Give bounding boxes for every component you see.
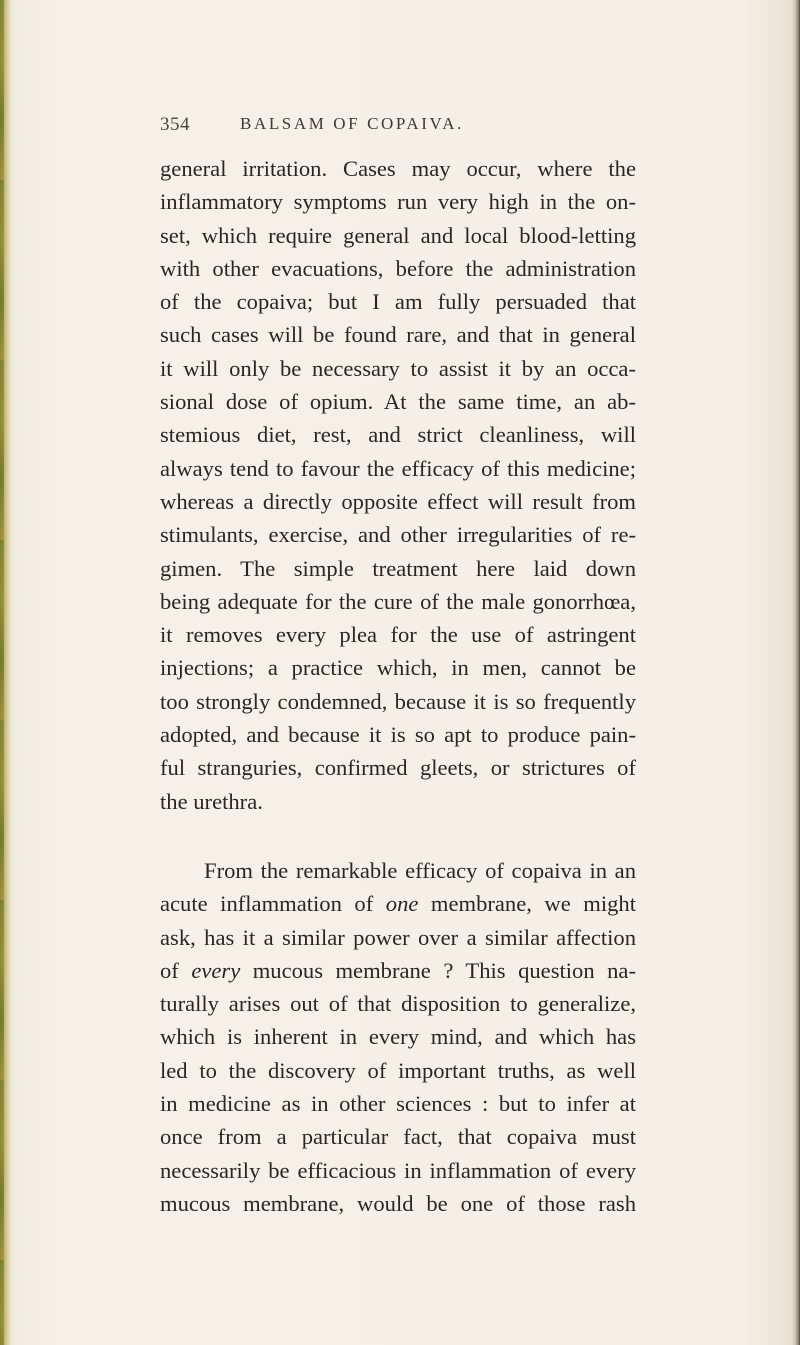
text-line: it removes every plea for the use of astringent: [160, 622, 636, 648]
text-line: too strongly condemned, because it is so frequently: [160, 688, 636, 714]
binding-stripe: [0, 0, 4, 1345]
text-line: injections; a practice which, in men, cannot be: [160, 655, 636, 681]
text-line: such cases will be found rare, and that in general: [160, 322, 636, 348]
text-line: set, which require general and local blood-letting: [160, 222, 636, 248]
text-run: of: [160, 957, 192, 983]
text-line: sional dose of opium. At the same time, an ab-: [160, 389, 636, 415]
text-line: which is inherent in every mind, and which has: [160, 1024, 636, 1050]
paragraph-gap: [160, 818, 636, 854]
text-line: always tend to favour the efficacy of this medicine;: [160, 455, 636, 481]
emphasis-word: every: [191, 957, 241, 983]
page-number: 354: [160, 114, 190, 135]
text-run: mucous membrane ? This question na-: [240, 957, 636, 983]
text-line: stimulants, exercise, and other irregularities of re-: [160, 522, 636, 548]
text-run: membrane, we might: [418, 891, 637, 917]
text-line: mucous membrane, would be one of those rash: [160, 1190, 636, 1216]
emphasis-word: one: [385, 891, 419, 917]
text-line: it will only be necessary to assist it by an occa-: [160, 355, 636, 381]
text-line: general irritation. Cases may occur, where the: [160, 156, 636, 181]
text-line: being adequate for the cure of the male gonorrhœa,: [160, 588, 636, 614]
text-line: the urethra.: [160, 788, 263, 814]
text-line: [160, 887, 636, 920]
text-line: necessarily be efficacious in inflammation of every: [160, 1157, 636, 1183]
running-title: BALSAM OF COPAIVA.: [240, 114, 464, 133]
text-line: led to the discovery of important truths, as well: [160, 1057, 636, 1083]
text-line: adopted, and because it is so apt to produce pain-: [160, 722, 636, 748]
text-line: stemious diet, rest, and strict cleanliness, will: [160, 422, 636, 448]
text-line: turally arises out of that disposition to generalize,: [160, 991, 636, 1017]
text-line: with other evacuations, before the administration: [160, 255, 636, 281]
text-line: in medicine as in other sciences : but to infer at: [160, 1091, 636, 1117]
page-edge: [792, 0, 800, 1345]
text-line: ful stranguries, confirmed gleets, or strictures of: [160, 755, 636, 781]
text-line: [160, 954, 636, 987]
text-line: ask, has it a similar power over a similar affection: [160, 924, 636, 950]
running-header: [160, 114, 620, 144]
text-line: whereas a directly opposite effect will result from: [160, 488, 636, 514]
text-line: inflammatory symptoms run very high in the on-: [160, 189, 636, 215]
body-text: [160, 152, 636, 1220]
text-run: acute inflammation of: [160, 891, 386, 917]
text-line: of the copaiva; but I am fully persuaded that: [160, 289, 636, 315]
text-line: once from a particular fact, that copaiva must: [160, 1124, 636, 1150]
text-line: From the remarkable efficacy of copaiva in an: [204, 857, 636, 883]
text-line: gimen. The simple treatment here laid down: [160, 555, 636, 581]
